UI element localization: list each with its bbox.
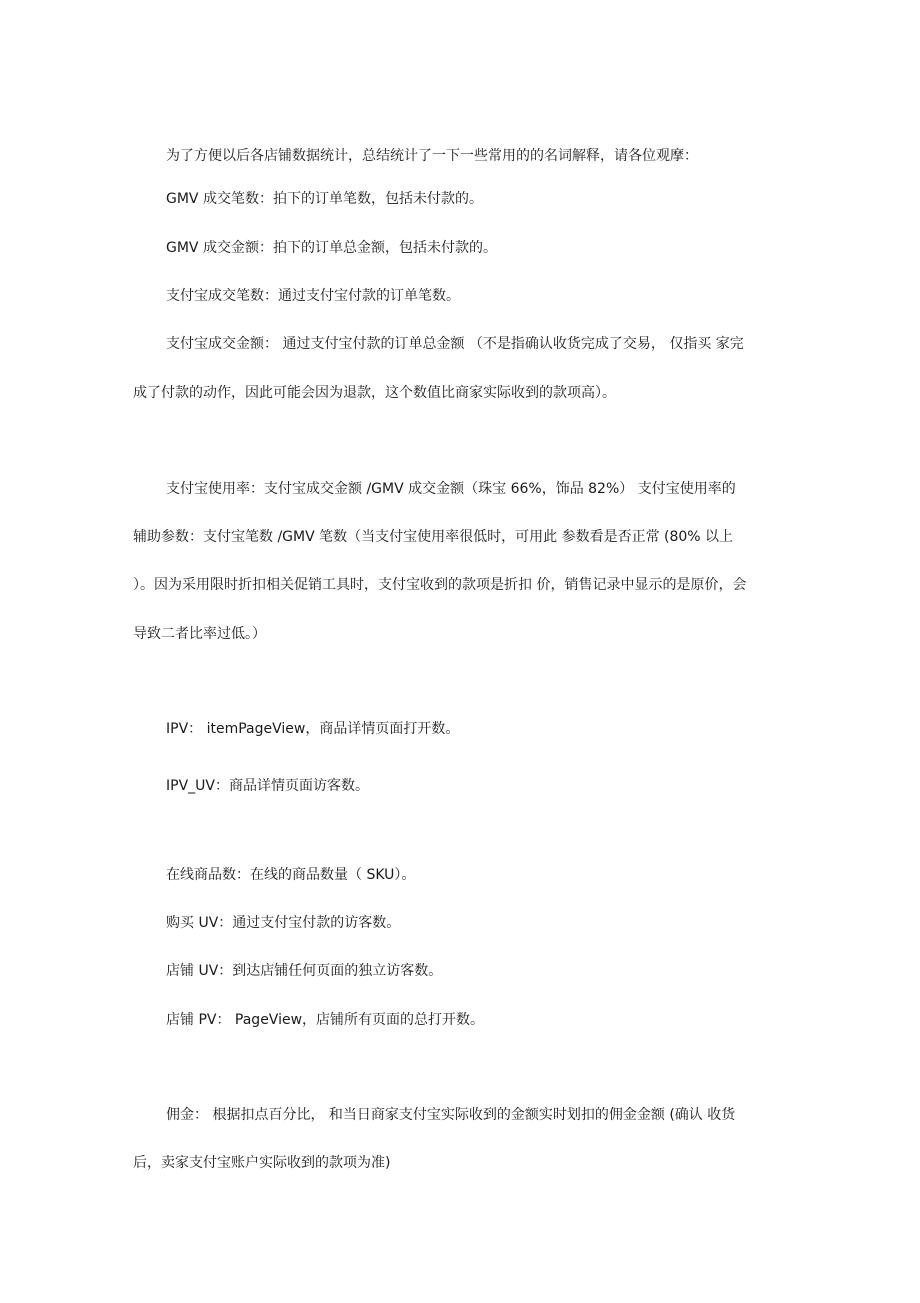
gmv-amount-definition: GMV 成交金额：拍下的订单总金额，包括未付款的。 xyxy=(166,240,497,256)
ipv-uv-definition: IPV_UV：商品详情页面访客数。 xyxy=(166,778,369,794)
commission-definition-line2: 后，卖家支付宝账户实际收到的款项为准) xyxy=(133,1155,391,1171)
intro-paragraph: 为了方便以后各店铺数据统计，总结统计了一下一些常用的的名词解释，请各位观摩： xyxy=(166,148,698,164)
gmv-count-definition: GMV 成交笔数：拍下的订单笔数，包括未付款的。 xyxy=(166,191,483,207)
buyer-uv-definition: 购买 UV：通过支付宝付款的访客数。 xyxy=(166,915,401,931)
ipv-definition: IPV： itemPageView，商品详情页面打开数。 xyxy=(166,721,460,737)
alipay-rate-definition-line2: 辅助参数：支付宝笔数 /GMV 笔数（当支付宝使用率很低时，可用此 参数看是否正常 (80% 以上 xyxy=(133,529,734,545)
alipay-rate-definition-line3: ）。因为采用限时折扣相关促销工具时，支付宝收到的款项是折扣 价，销售记录中显示的是原价，会 xyxy=(133,577,747,593)
alipay-rate-definition-line4: 导致二者比率过低。） xyxy=(133,626,266,642)
commission-definition-line1: 佣金： 根据扣点百分比， 和当日商家支付宝实际收到的金额实时划扣的佣金金额 (确认 收货 xyxy=(166,1107,736,1123)
online-items-definition: 在线商品数：在线的商品数量（ SKU）。 xyxy=(166,867,416,883)
shop-uv-definition: 店铺 UV：到达店铺任何页面的独立访客数。 xyxy=(166,963,443,979)
shop-pv-definition: 店铺 PV： PageView，店铺所有页面的总打开数。 xyxy=(166,1012,485,1028)
alipay-rate-definition-line1: 支付宝使用率：支付宝成交金额 /GMV 成交金额（珠宝 66%，饰品 82%） 支付宝使用率的 xyxy=(166,481,736,497)
alipay-amount-definition-line2: 成了付款的动作，因此可能会因为退款，这个数值比商家实际收到的款项高）。 xyxy=(133,385,616,401)
alipay-amount-definition-line1: 支付宝成交金额： 通过支付宝付款的订单总金额 （不是指确认收货完成了交易， 仅指买 家完 xyxy=(166,336,744,352)
alipay-count-definition: 支付宝成交笔数：通过支付宝付款的订单笔数。 xyxy=(166,288,460,304)
